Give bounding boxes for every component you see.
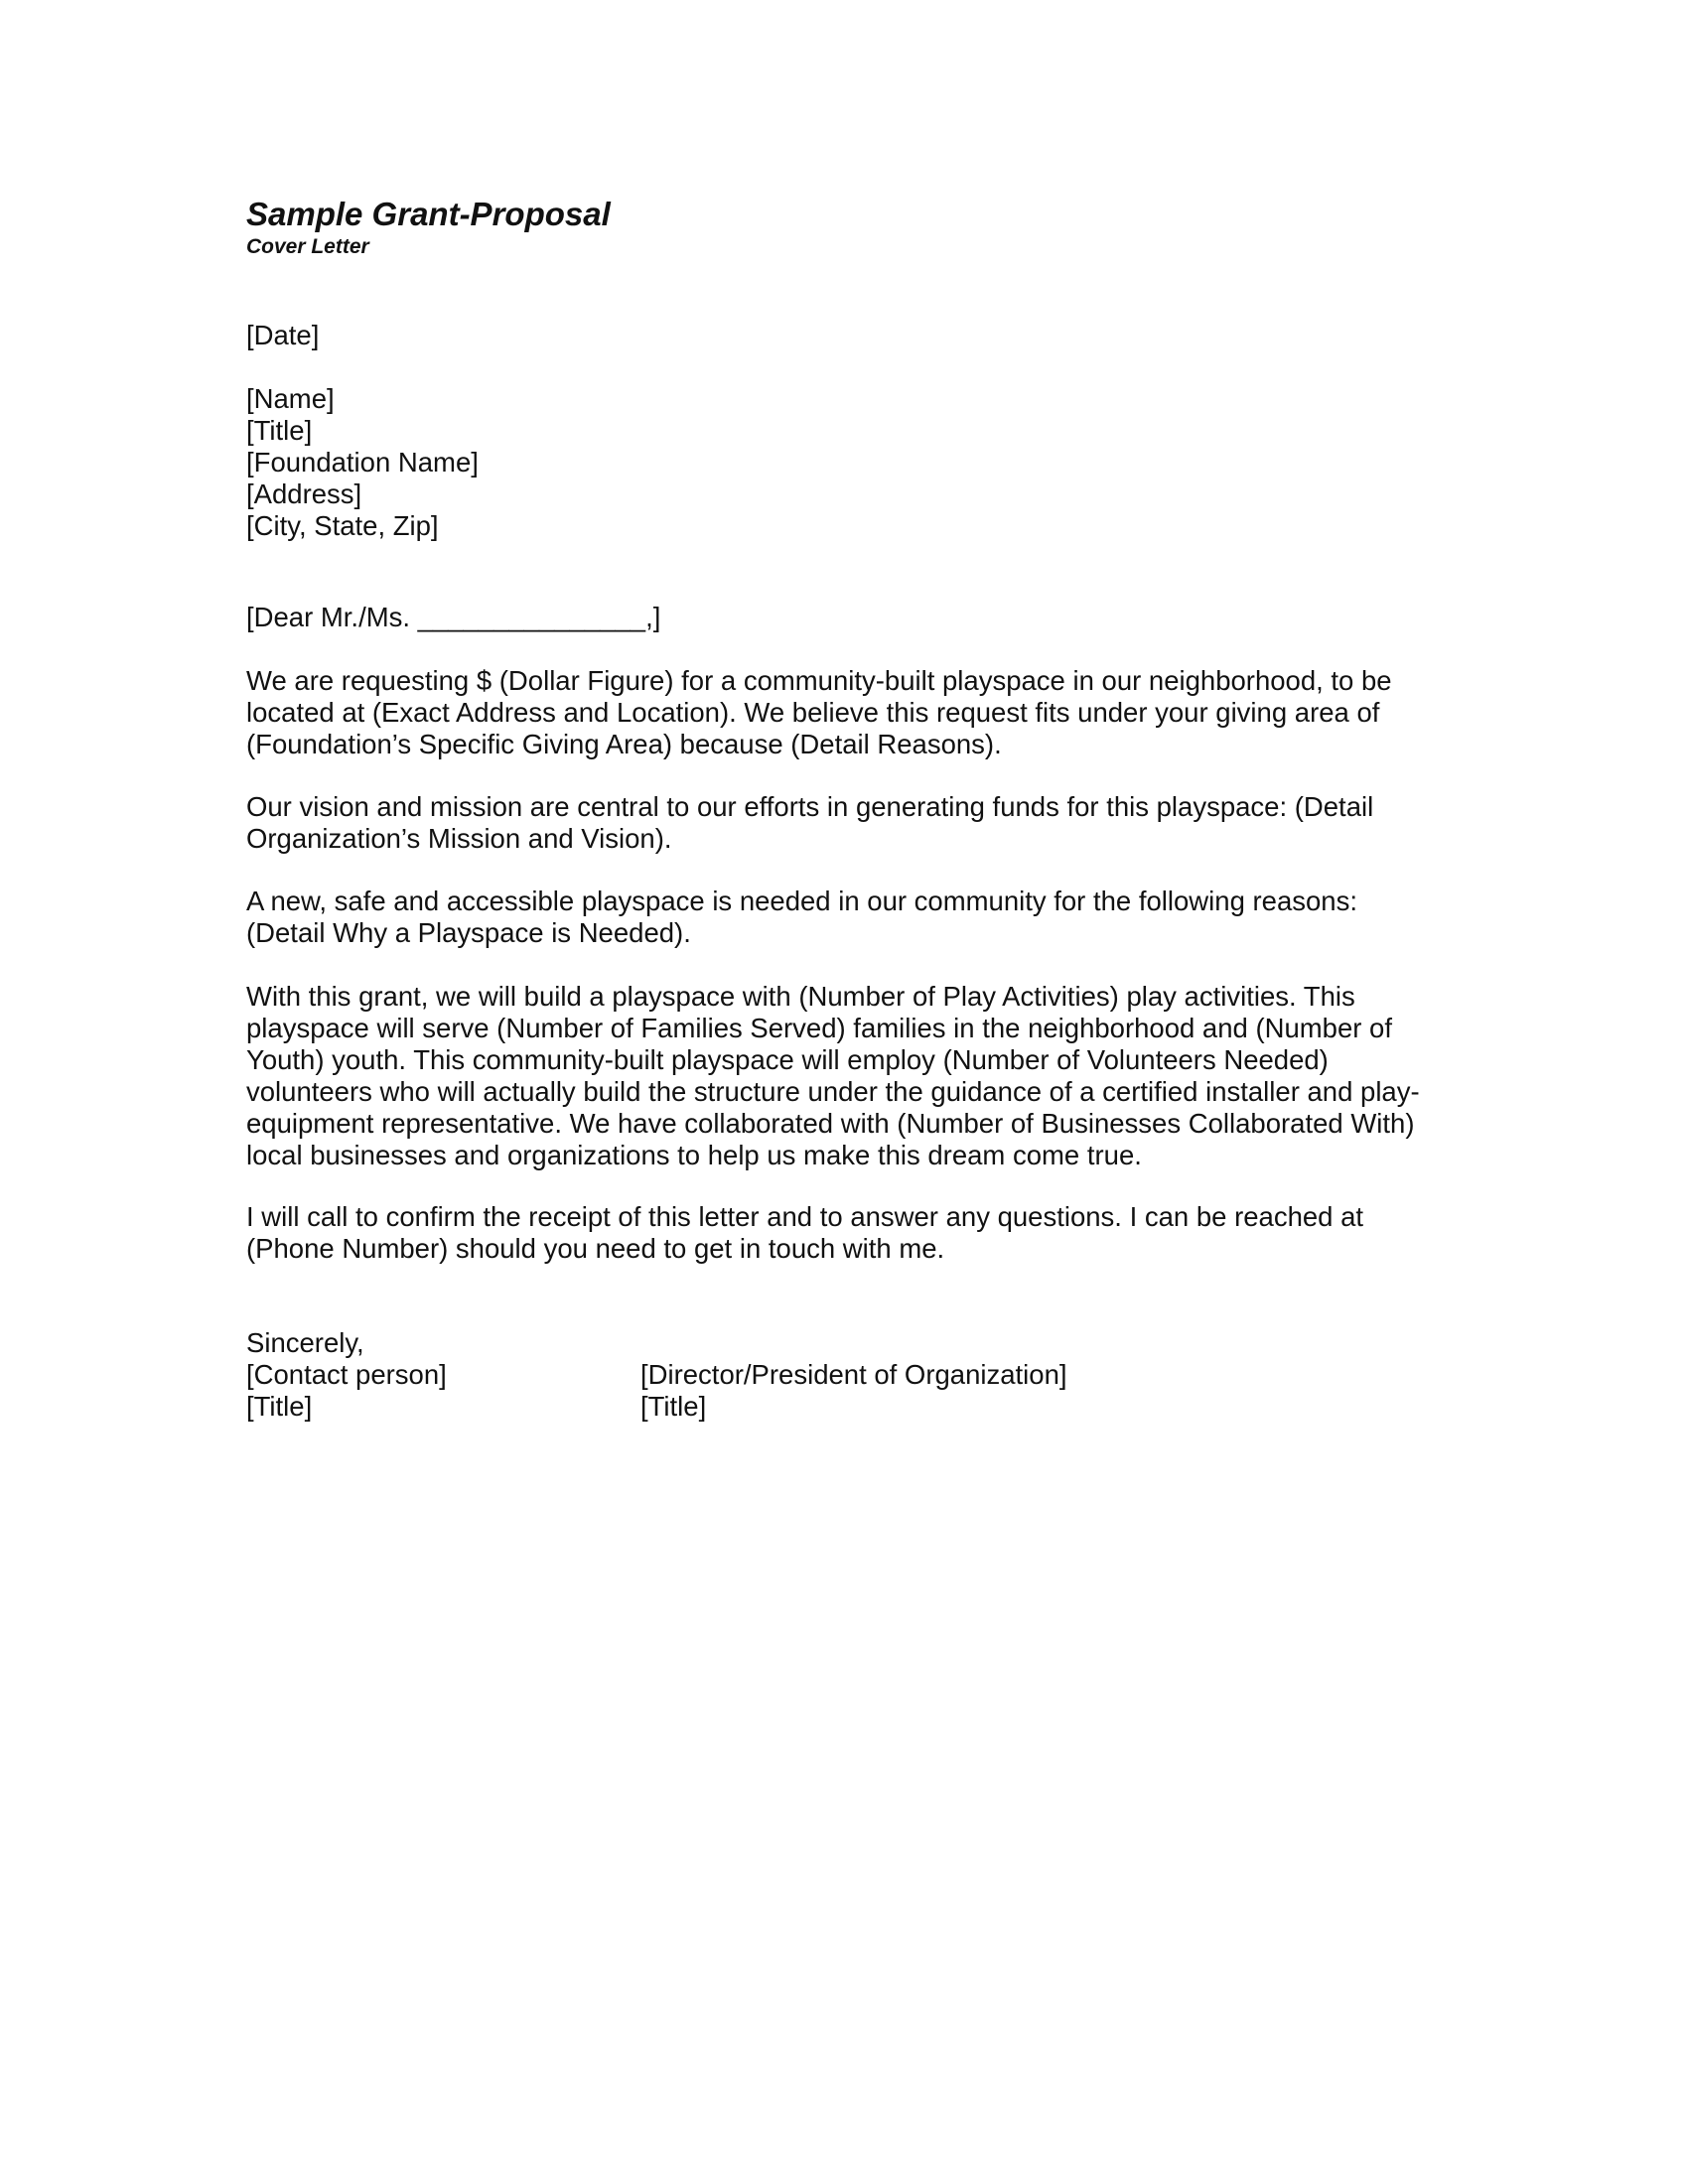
paragraph-line: Youth) youth. This community-built playspace will employ (Number of Volunteers Needed) bbox=[246, 1044, 1329, 1075]
paragraph-grant-details bbox=[246, 981, 1438, 1171]
recipient-city-state-zip: [City, State, Zip] bbox=[246, 510, 439, 541]
recipient-foundation: [Foundation Name] bbox=[246, 447, 479, 478]
paragraph-line: (Phone Number) should you need to get in touch with me. bbox=[246, 1233, 945, 1264]
paragraph-line: We are requesting $ (Dollar Figure) for a community-built playspace in our neighborhood, to be bbox=[246, 665, 1392, 696]
paragraph-line: Our vision and mission are central to our efforts in generating funds for this playspace: (Detail bbox=[246, 791, 1374, 822]
signature-right bbox=[640, 1359, 1067, 1423]
paragraph-need bbox=[246, 886, 1438, 949]
recipient-address-block bbox=[246, 383, 1438, 542]
signature-left bbox=[246, 1359, 447, 1423]
paragraph-line: playspace will serve (Number of Families Served) families in the neighborhood and (Number of bbox=[246, 1013, 1392, 1043]
paragraph-line: located at (Exact Address and Location). We believe this request fits under your giving area of bbox=[246, 697, 1380, 728]
paragraph-line: equipment representative. We have collaborated with (Number of Businesses Collaborated With) bbox=[246, 1108, 1415, 1139]
closing-line: Sincerely, bbox=[246, 1327, 364, 1358]
paragraph-contact bbox=[246, 1201, 1438, 1265]
salutation-line: [Dear Mr./Ms. _______________,] bbox=[246, 602, 661, 632]
document-title: Sample Grant-Proposal bbox=[246, 196, 611, 232]
date-line: [Date] bbox=[246, 320, 320, 350]
signature-right-title: [Title] bbox=[640, 1391, 707, 1422]
paragraph-line: (Foundation’s Specific Giving Area) because (Detail Reasons). bbox=[246, 729, 1002, 759]
recipient-title: [Title] bbox=[246, 415, 313, 446]
recipient-name: [Name] bbox=[246, 383, 335, 414]
paragraph-mission bbox=[246, 791, 1438, 855]
date-placeholder bbox=[246, 320, 1438, 351]
paragraph-line: volunteers who will actually build the structure under the guidance of a certified installer and play- bbox=[246, 1076, 1420, 1107]
signature-right-name: [Director/President of Organization] bbox=[640, 1359, 1067, 1390]
signature-left-title: [Title] bbox=[246, 1391, 313, 1422]
document-subtitle: Cover Letter bbox=[246, 235, 369, 258]
paragraph-line: A new, safe and accessible playspace is needed in our community for the following reasons: bbox=[246, 886, 1357, 916]
paragraph-line: (Detail Why a Playspace is Needed). bbox=[246, 917, 691, 948]
recipient-address: [Address] bbox=[246, 478, 362, 509]
paragraph-line: Organization’s Mission and Vision). bbox=[246, 823, 672, 854]
paragraph-line: With this grant, we will build a playspace with (Number of Play Activities) play activities. This bbox=[246, 981, 1355, 1012]
salutation bbox=[246, 602, 1438, 633]
closing bbox=[246, 1327, 1438, 1359]
paragraph-line: I will call to confirm the receipt of this letter and to answer any questions. I can be reached at bbox=[246, 1201, 1364, 1232]
paragraph-request bbox=[246, 665, 1438, 760]
signature-left-name: [Contact person] bbox=[246, 1359, 447, 1390]
paragraph-line: local businesses and organizations to help us make this dream come true. bbox=[246, 1140, 1142, 1170]
